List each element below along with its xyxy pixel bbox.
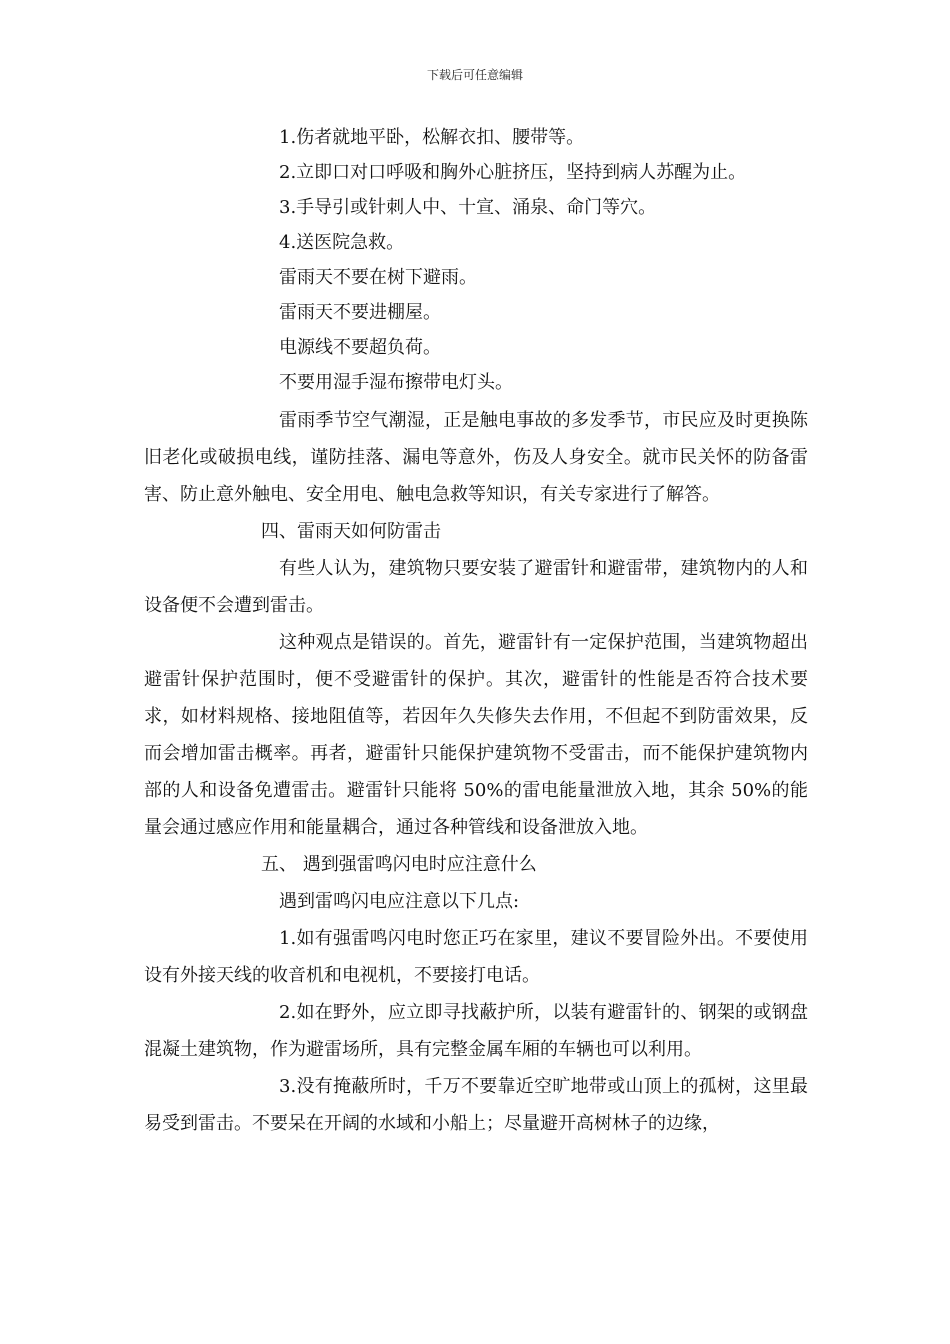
page-header: 下载后可任意编辑: [426, 68, 523, 82]
section-4-paragraph-2: 这种观点是错误的。首先，避雷针有一定保护范围，当建筑物超出避雷针保护范围时，便不受避雷针的保护。其次，避雷针的性能是否符合技术要求，如材料规格、接地阻值等，若因年久失修失去作用，不但起不到防雷效果，反而会增加雷击概率。再者，避雷针只能保护建筑物不受雷击，而不能保护建筑物内部的人和设备免遭雷击。避雷针只能将 50%的雷电能量泄放入地，其余 50%的能量会通过感应作用和能量耦合，通过各种管线和设备泄放入地。: [144, 632, 808, 838]
section-5-heading: 五、 遇到强雷鸣闪电时应注意什么: [261, 854, 537, 875]
section-5-item-1: 1.如有强雷鸣闪电时您正巧在家里，建议不要冒险外出。不要使用设有外接天线的收音机和电视机，不要接打电话。: [144, 928, 808, 986]
safety-tip-3: 电源线不要超负荷。: [279, 337, 441, 358]
first-aid-step-2: 2.立即口对口呼吸和胸外心脏挤压，坚持到病人苏醒为止。: [279, 162, 747, 183]
intro-paragraph: 雷雨季节空气潮湿，正是触电事故的多发季节，市民应及时更换陈旧老化或破损电线，谨防挂落、漏电等意外，伤及人身安全。就市民关怀的防备雷害、防止意外触电、安全用电、触电急救等知识，有关专家进行了解答。: [144, 410, 808, 505]
section-4-heading: 四、雷雨天如何防雷击: [261, 521, 441, 542]
first-aid-step-1: 1.伤者就地平卧，松解衣扣、腰带等。: [279, 127, 585, 148]
first-aid-step-3: 3.手导引或针刺人中、十宣、涌泉、命门等穴。: [279, 197, 657, 218]
section-4-paragraph-1: 有些人认为，建筑物只要安装了避雷针和避雷带，建筑物内的人和设备便不会遭到雷击。: [144, 558, 808, 616]
safety-tip-2: 雷雨天不要进棚屋。: [279, 302, 441, 323]
section-5-intro: 遇到雷鸣闪电应注意以下几点:: [279, 891, 520, 912]
safety-tip-4: 不要用湿手湿布擦带电灯头。: [279, 372, 513, 393]
section-5-item-2: 2.如在野外，应立即寻找蔽护所，以装有避雷针的、钢架的或钢盘混凝土建筑物，作为避雷场所，具有完整金属车厢的车辆也可以利用。: [144, 1002, 808, 1060]
section-5-item-3: 3.没有掩蔽所时，千万不要靠近空旷地带或山顶上的孤树，这里最易受到雷击。不要呆在开阔的水域和小船上；尽量避开高树林子的边缘，: [144, 1076, 808, 1134]
safety-tip-1: 雷雨天不要在树下避雨。: [279, 267, 477, 288]
first-aid-step-4: 4.送医院急救。: [279, 232, 405, 253]
document-body: [144, 120, 808, 1142]
